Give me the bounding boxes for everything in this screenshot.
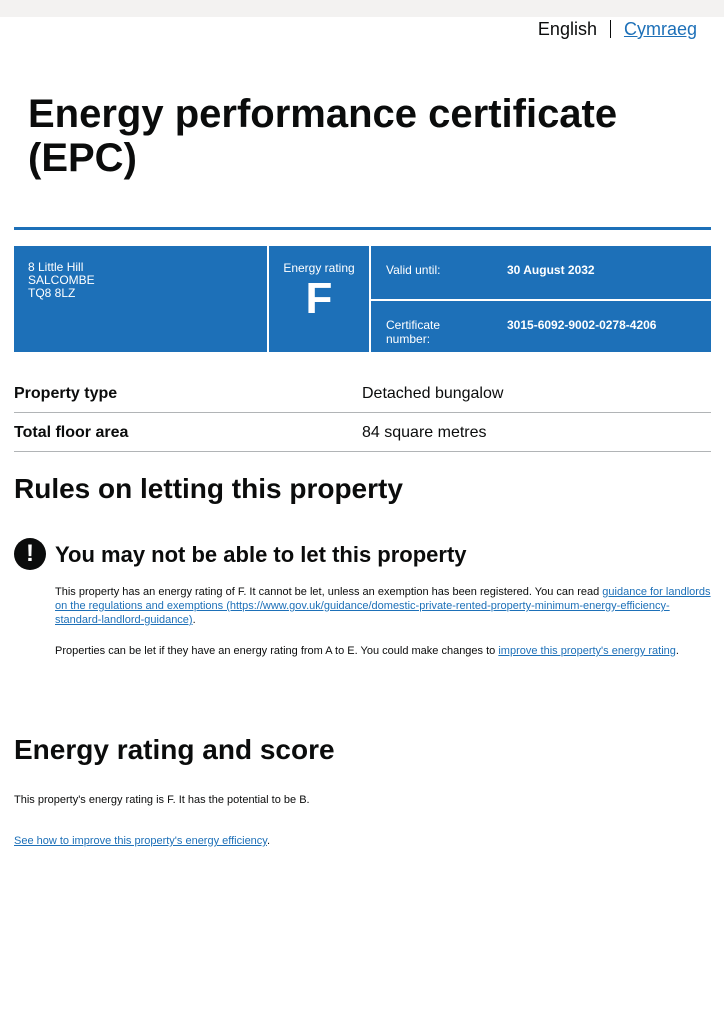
- valid-until-label: Valid until:: [386, 263, 441, 277]
- valid-until-value: 30 August 2032: [507, 263, 595, 277]
- paragraph-end: .: [266, 835, 271, 847]
- energy-rating-value: F: [305, 274, 333, 323]
- paragraph-text: Properties can be let if they have an energy rating from A to E. You could make changes to: [55, 645, 499, 657]
- language-link-welsh[interactable]: Cymraeg: [623, 19, 697, 39]
- paragraph-end: .: [192, 614, 196, 626]
- paragraph-text: This property has an energy rating of F. It cannot be let, unless an exemption has been registered. You can read: [55, 586, 603, 598]
- summary-value: 84 square metres: [362, 424, 487, 441]
- energy-score-heading: Energy rating and score: [14, 734, 335, 765]
- improve-efficiency-paragraph: [14, 834, 270, 848]
- valid-until-cell: [371, 246, 711, 299]
- rules-heading: Rules on letting this property: [14, 473, 403, 504]
- title-divider: [14, 227, 711, 230]
- certificate-number-label: Certificate number:: [386, 318, 441, 346]
- top-bar: [0, 0, 724, 17]
- warning-heading: You may not be able to let this property: [55, 542, 467, 567]
- energy-score-text: This property's energy rating is F. It has the potential to be B.: [14, 794, 310, 806]
- property-summary-list: [14, 374, 711, 452]
- improve-efficiency-link[interactable]: See how to improve this property's energy efficiency: [14, 835, 267, 847]
- warning-icon: !: [14, 538, 46, 570]
- summary-key: Property type: [14, 385, 118, 402]
- summary-row-property-type: [14, 374, 711, 413]
- certificate-number-cell: [371, 301, 711, 352]
- summary-row-floor-area: [14, 413, 711, 452]
- summary-key: Total floor area: [14, 424, 129, 441]
- certificate-number-value: 3015-6092-9002-0278-4206: [507, 318, 657, 332]
- summary-value: Detached bungalow: [362, 385, 504, 402]
- warning-paragraph-2: [55, 644, 715, 658]
- paragraph-end: .: [675, 645, 679, 657]
- improve-rating-link[interactable]: improve this property's energy rating: [498, 645, 676, 657]
- landlord-guidance-link[interactable]: guidance for landlords on the regulations and exemptions (https://www.gov.uk/guidance/domestic-private-rented-property-minimum-energy-efficiency-standard-landlord-guidance): [55, 586, 711, 626]
- energy-rating-cell: [269, 246, 369, 352]
- property-address: [14, 246, 267, 352]
- warning-paragraph-1: [55, 585, 715, 627]
- epc-summary-box: [14, 246, 711, 352]
- page-title: Energy performance certificate (EPC): [28, 92, 618, 180]
- language-current: English: [537, 19, 597, 39]
- address-line-2: SALCOMBE: [28, 273, 95, 287]
- language-divider: [610, 20, 611, 38]
- language-switcher: [538, 18, 697, 40]
- energy-rating-label: Energy rating: [283, 261, 355, 275]
- address-line-3: TQ8 8LZ: [28, 286, 76, 300]
- address-line-1: 8 Little Hill: [28, 260, 84, 274]
